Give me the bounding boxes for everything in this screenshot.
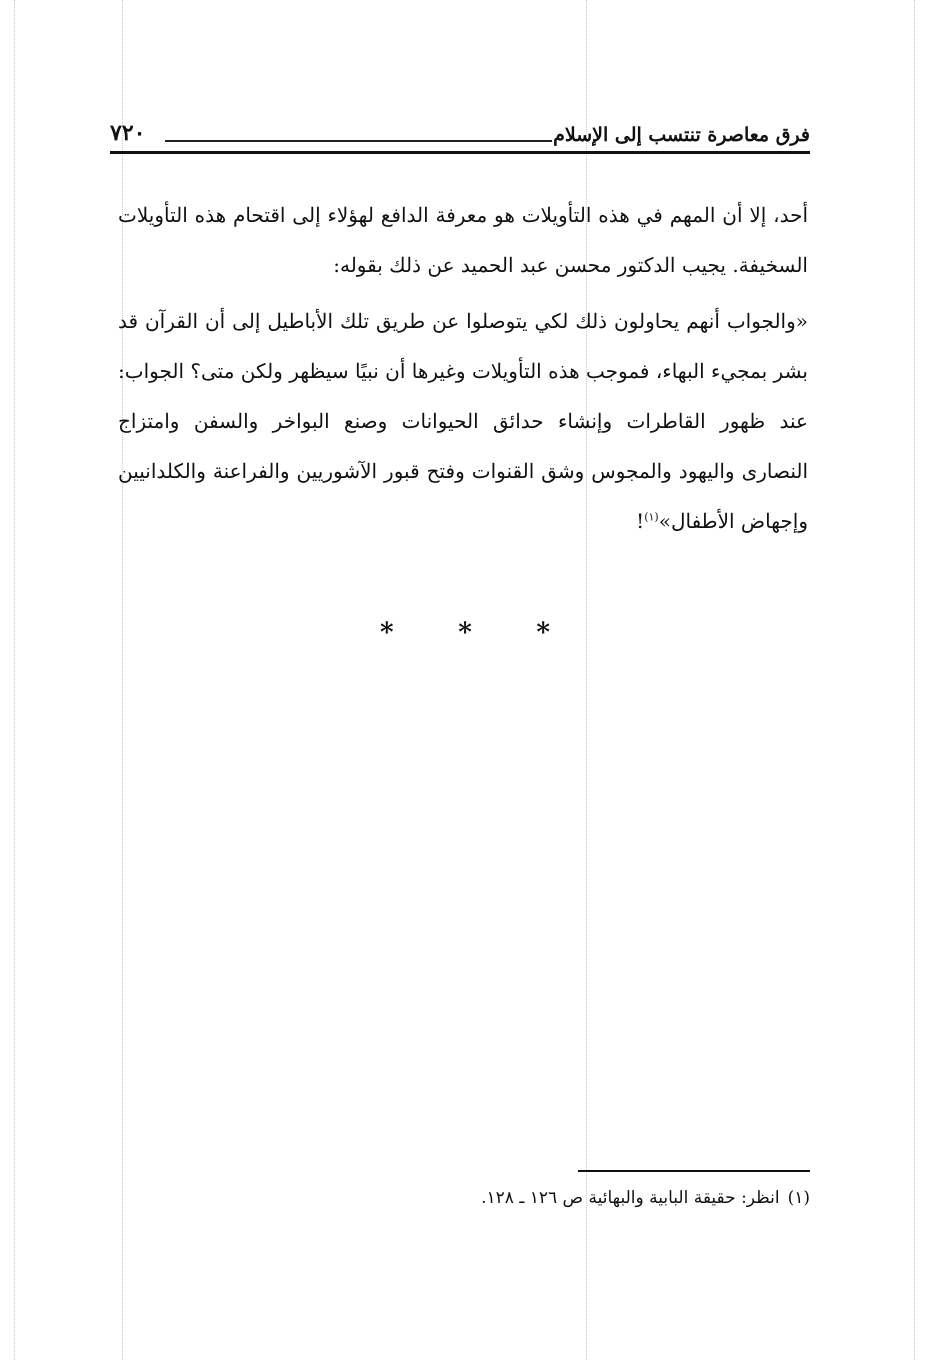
header-rule <box>110 151 810 154</box>
footnote-rule <box>578 1170 810 1172</box>
footnote-text: انظر: حقيقة البابية والبهائية ص ١٢٦ ـ ١٢٨. <box>481 1188 780 1208</box>
separator-star: * <box>380 618 394 648</box>
section-separator <box>380 618 550 648</box>
scan-margin-left <box>14 0 15 1360</box>
page-number: ٧٢٠ <box>110 120 146 146</box>
separator-star: * <box>536 618 550 648</box>
scan-margin-right <box>914 0 915 1360</box>
quotation-text: «والجواب أنهم يحاولون ذلك لكي يتوصلوا عن طريق تلك الأباطيل إلى أن القرآن قد بشر بمجيء البهاء، فموجب هذه التأويلات وغيرها أن نبيًا سيظهر ولكن متى؟ الجواب: عند ظهور القاطرات وإنشاء حدائق الحيوانات وصنع البواخر والسفن وامتزاج النصارى واليهود والمجوس وشق القنوات وفتح قبور الآشوريين والفراعنة والكلدانيين وإجهاض الأطفال» <box>118 309 808 533</box>
running-header <box>110 110 810 150</box>
footnote-label: (١) <box>787 1188 810 1208</box>
footnote <box>481 1188 810 1208</box>
separator-star: * <box>458 618 472 648</box>
footnote-reference: (١) <box>644 510 659 524</box>
quotation-end: ! <box>636 509 645 533</box>
quotation <box>118 296 808 546</box>
header-title: فرق معاصرة تنتسب إلى الإسلام <box>553 124 810 146</box>
main-text <box>118 190 808 546</box>
header-dash <box>165 140 552 142</box>
paragraph-1: أحد، إلا أن المهم في هذه التأويلات هو معرفة الدافع لهؤلاء إلى اقتحام هذه التأويلات السخيفة. يجيب الدكتور محسن عبد الحميد عن ذلك بقوله: <box>118 203 808 277</box>
